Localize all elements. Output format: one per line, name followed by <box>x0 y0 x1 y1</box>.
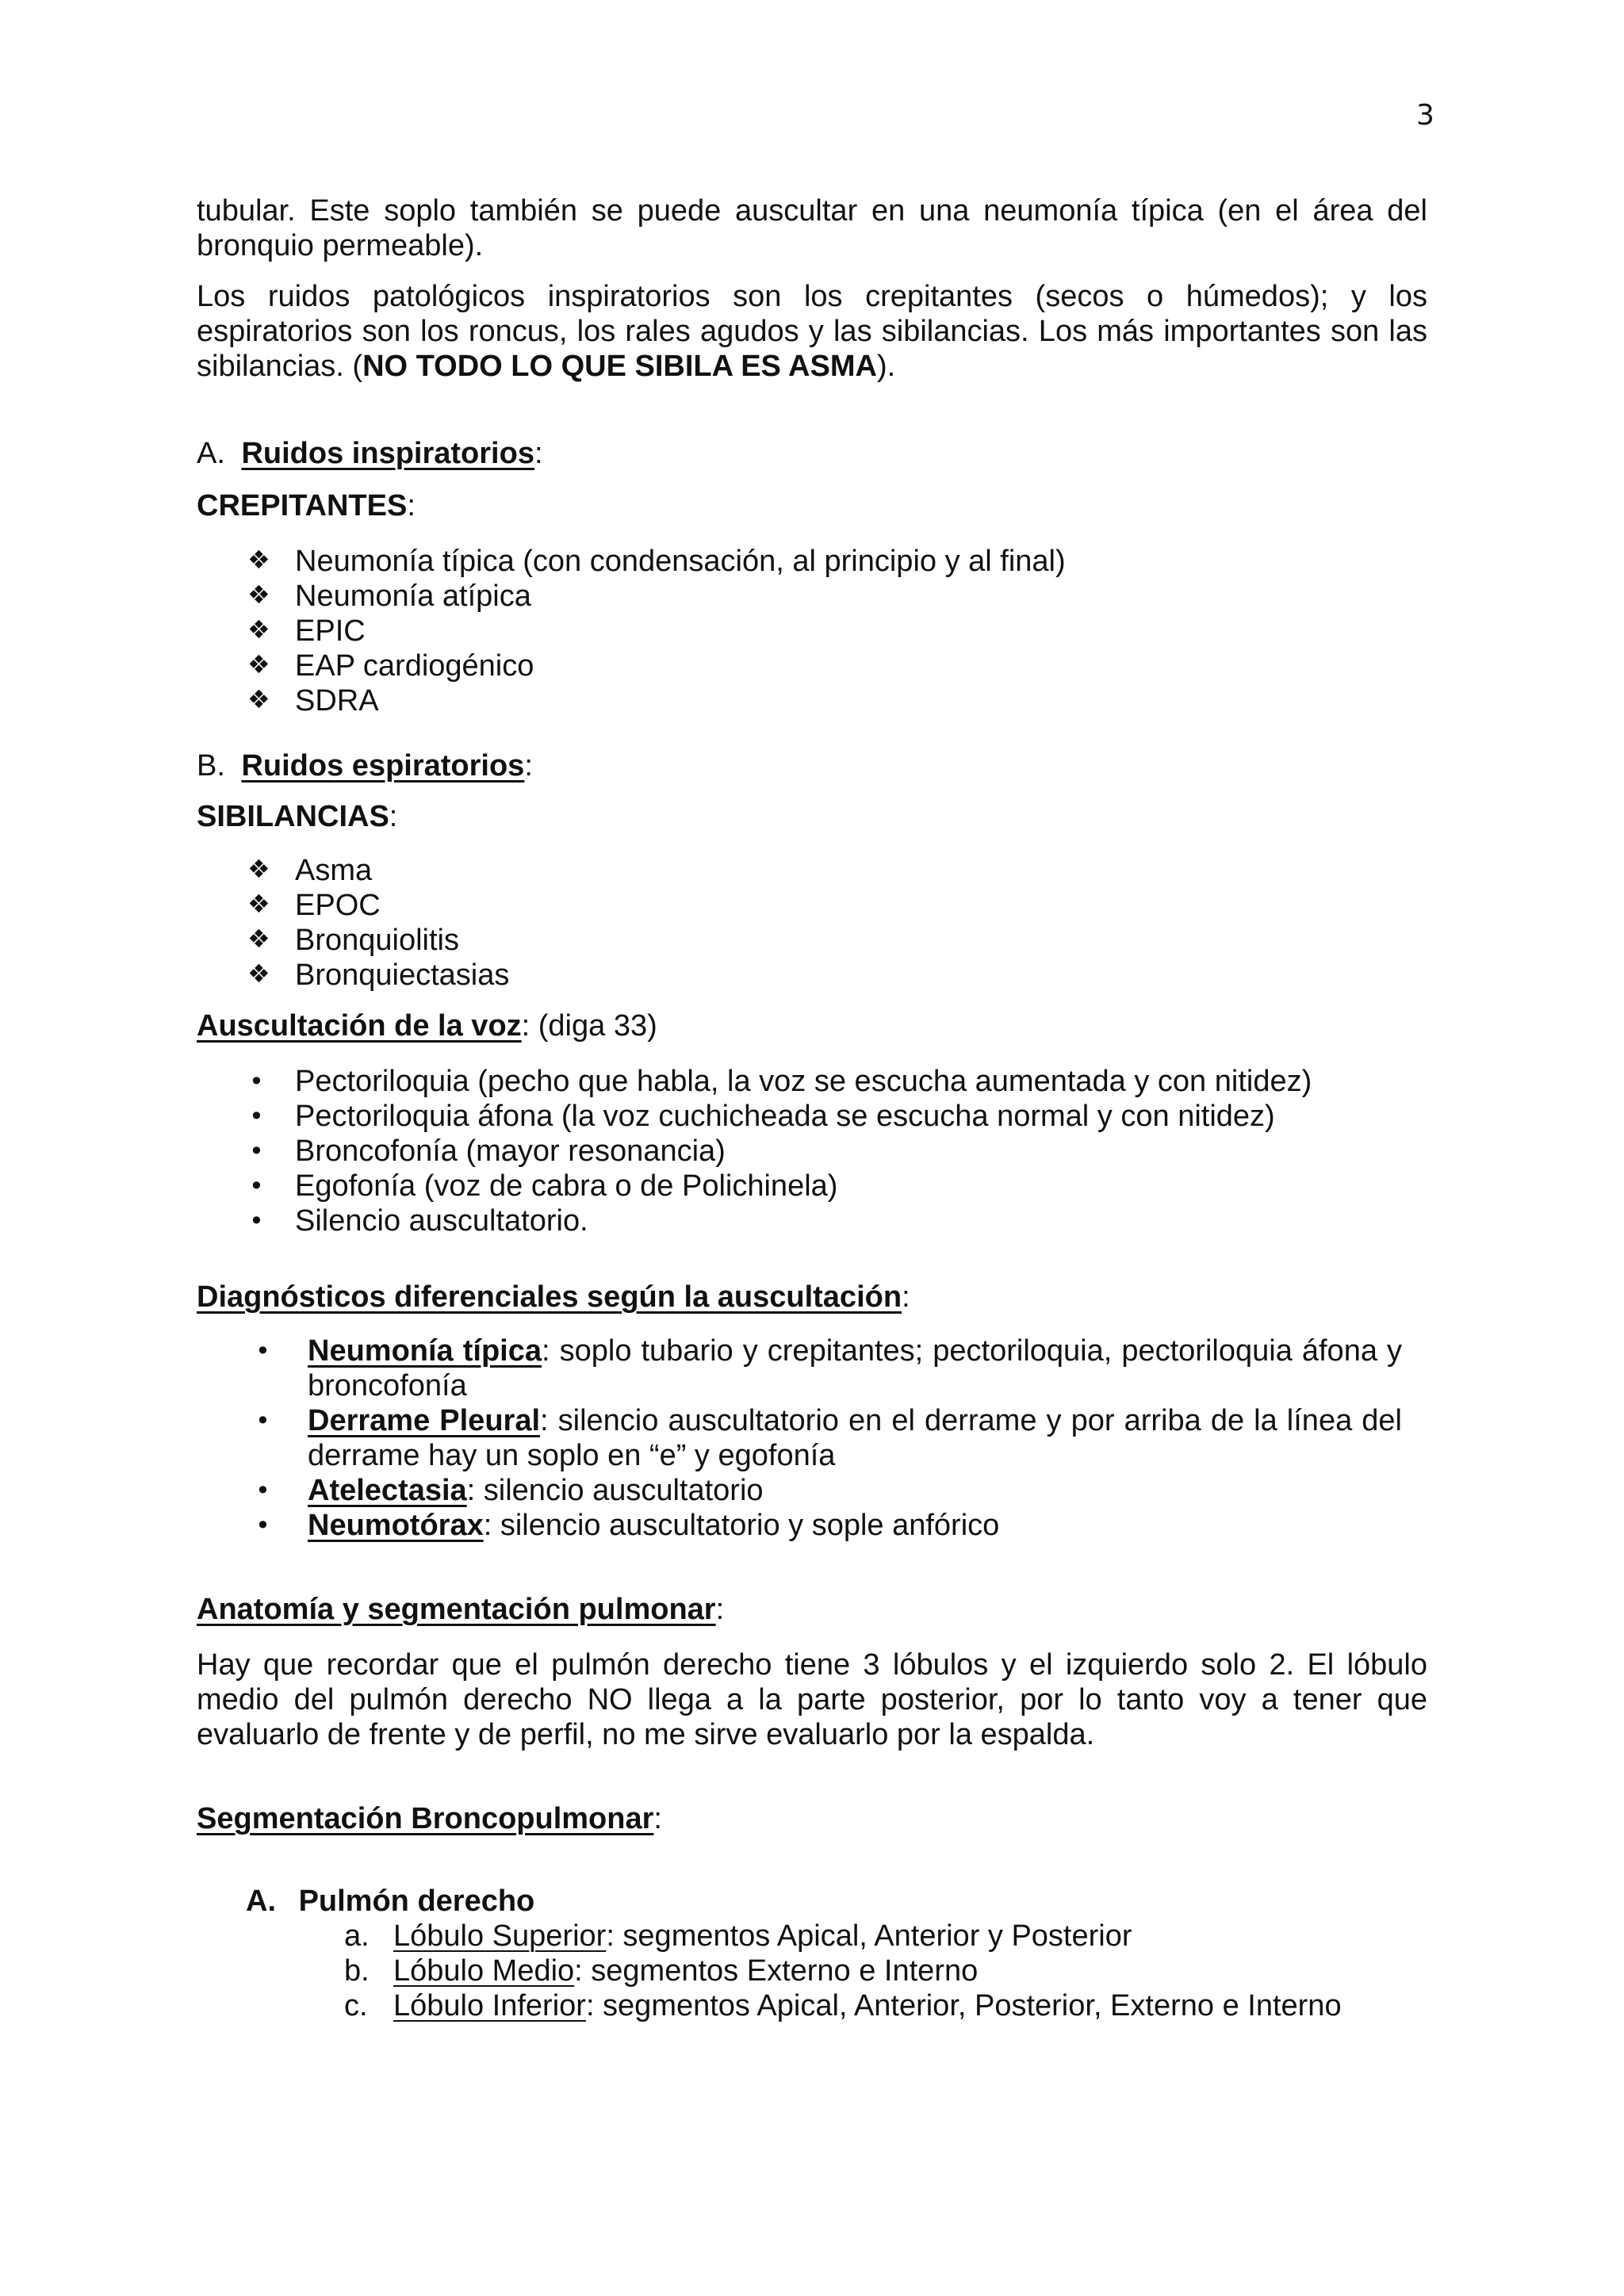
anatomia-heading: Anatomía y segmentación pulmonar: <box>197 1593 725 1626</box>
diamond-bullet-icon: ❖ <box>247 580 270 610</box>
anatomia-title: Anatomía y segmentación pulmonar <box>197 1593 716 1626</box>
list-item: ❖ Neumonía típica (con condensación, al principio y al final) <box>197 544 1434 579</box>
lobulos-list <box>197 1919 1434 2023</box>
bullet-dot-icon: • <box>249 1206 264 1236</box>
list-item: b. Lóbulo Medio: segmentos Externo e Interno <box>344 1954 979 1988</box>
bullet-dot-icon: • <box>249 1136 264 1166</box>
bullet-dot-icon: • <box>255 1336 270 1366</box>
bullet-dot-icon: • <box>255 1406 270 1436</box>
list-item: • Broncofonía (mayor resonancia) <box>249 1135 726 1168</box>
lobulo-term: Lóbulo Superior <box>393 1919 607 1953</box>
list-item: ❖ Asma <box>197 853 1434 888</box>
voz-list <box>197 1064 1434 1238</box>
diamond-bullet-icon: ❖ <box>247 649 270 679</box>
bullet-dot-icon: • <box>249 1171 264 1201</box>
diag-term: Neumotórax <box>308 1509 484 1542</box>
list-item: ❖ Bronquiolitis <box>197 923 1434 958</box>
segmentacion-heading: Segmentación Broncopulmonar: <box>197 1802 662 1835</box>
sibilancias-list <box>197 853 1434 993</box>
diamond-bullet-icon: ❖ <box>247 545 270 575</box>
list-item: c. Lóbulo Inferior: segmentos Apical, Anterior, Posterior, Externo e Interno <box>344 1989 1342 2022</box>
section-a-heading: A. Ruidos inspiratorios: <box>197 437 543 470</box>
anatomia-paragraph: Hay que recordar que el pulmón derecho tiene 3 lóbulos y el izquierdo solo 2. El lóbulo medio del pulmón derecho NO llega a la parte posterior, por lo tanto voy a tener que evaluarlo de frente y de perfil, no me sirve evaluarlo por la espalda. <box>197 1648 1427 1751</box>
list-item: ❖ EAP cardiogénico <box>197 649 1434 683</box>
lobulo-term: Lóbulo Medio <box>393 1954 575 1988</box>
list-item: ❖ EPIC <box>197 614 1434 649</box>
diag-term: Derrame Pleural <box>308 1404 541 1437</box>
list-item: • Silencio auscultatorio. <box>249 1204 588 1238</box>
list-item: • Derrame Pleural: silencio auscultatorio en el derrame y por arriba de la línea del derrame hay un soplo en “e” y egofonía <box>255 1404 1402 1472</box>
list-item: ❖ Neumonía atípica <box>197 579 1434 614</box>
list-item: a. Lóbulo Superior: segmentos Apical, Anterior y Posterior <box>344 1919 1132 1953</box>
list-item: • Neumonía típica: soplo tubario y crepitantes; pectoriloquia, pectoriloquia áfona y broncofonía <box>255 1334 1403 1402</box>
segmentacion-title: Segmentación Broncopulmonar <box>197 1802 654 1835</box>
diamond-bullet-icon: ❖ <box>247 614 270 645</box>
diag-term: Atelectasia <box>308 1474 467 1507</box>
list-item: • Atelectasia: silencio auscultatorio <box>255 1474 764 1507</box>
list-item: ❖ EPOC <box>197 888 1434 923</box>
bullet-dot-icon: • <box>255 1475 270 1506</box>
diag-title: Diagnósticos diferenciales según la auscultación <box>197 1280 902 1314</box>
intro-paragraph-1: tubular. Este soplo también se puede auscultar en una neumonía típica (en el área del bronquio permeable). <box>197 194 1427 262</box>
pulmon-derecho-heading: A. Pulmón derecho <box>246 1885 535 1918</box>
list-item: ❖ Bronquiectasias <box>197 958 1434 993</box>
bullet-dot-icon: • <box>249 1101 264 1131</box>
diamond-bullet-icon: ❖ <box>247 854 270 884</box>
voz-heading: Auscultación de la voz: (diga 33) <box>197 1009 657 1043</box>
diag-term: Neumonía típica <box>308 1334 542 1368</box>
section-a-title: Ruidos inspiratorios <box>241 437 534 470</box>
bullet-dot-icon: • <box>255 1510 270 1540</box>
sibilancias-heading: SIBILANCIAS: <box>197 800 398 833</box>
crepitantes-heading: CREPITANTES: <box>197 489 416 522</box>
list-item: • Egofonía (voz de cabra o de Polichinela) <box>249 1169 838 1203</box>
diag-list <box>197 1334 1402 1543</box>
voz-title: Auscultación de la voz <box>197 1009 522 1043</box>
diamond-bullet-icon: ❖ <box>247 889 270 919</box>
list-item: ❖ SDRA <box>197 683 1434 718</box>
diag-heading: Diagnósticos diferenciales según la auscultación: <box>197 1280 910 1314</box>
list-item: • Neumotórax: silencio auscultatorio y sople anfórico <box>255 1509 1000 1542</box>
lobulo-term: Lóbulo Inferior <box>393 1989 586 2022</box>
page-number: 3 <box>1416 99 1434 132</box>
section-b-heading: B. Ruidos espiratorios: <box>197 749 533 783</box>
diamond-bullet-icon: ❖ <box>247 959 270 989</box>
bullet-dot-icon: • <box>249 1066 264 1096</box>
section-b-title: Ruidos espiratorios <box>241 749 525 783</box>
intro-paragraph-2: Los ruidos patológicos inspiratorios son los crepitantes (secos o húmedos); y los espiratorios son los roncus, los rales agudos y las sibilancias. Los más importantes son las sibilancias. (NO TODO LO QUE SIBILA ES ASMA). <box>197 280 1427 383</box>
list-item: • Pectoriloquia áfona (la voz cuchicheada se escucha normal y con nitidez) <box>249 1100 1275 1133</box>
crepitantes-list <box>197 544 1434 718</box>
diamond-bullet-icon: ❖ <box>247 684 270 714</box>
bold-note: NO TODO LO QUE SIBILA ES ASMA <box>362 350 877 383</box>
diamond-bullet-icon: ❖ <box>247 924 270 954</box>
list-item: • Pectoriloquia (pecho que habla, la voz se escucha aumentada y con nitidez) <box>249 1065 1312 1098</box>
